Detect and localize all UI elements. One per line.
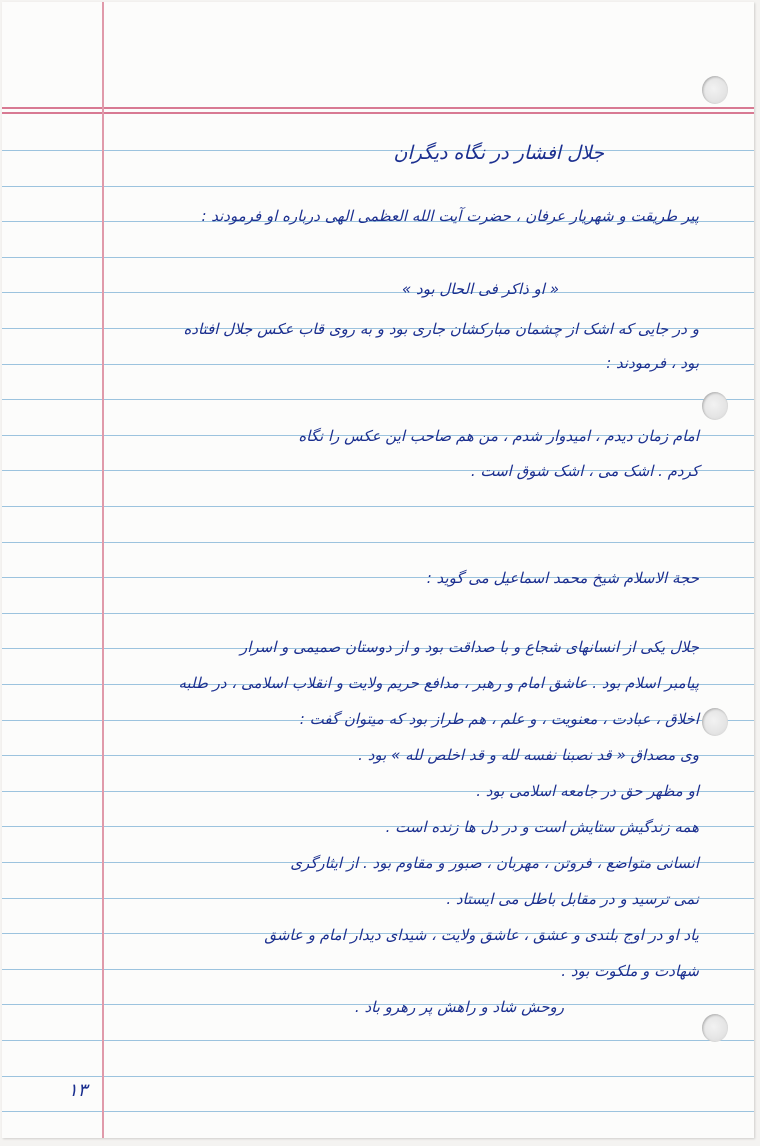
ruled-line bbox=[2, 1076, 754, 1077]
body-line: جلال یکی از انسانهای شجاع و با صداقت بود و از دوستان صمیمی و اسرار bbox=[239, 638, 699, 656]
intro-line: پیر طریقت و شهریار عرفان ، حضرت آیت الله العظمی الهی درباره او فرمودند : bbox=[201, 207, 699, 225]
body-line: وی مصداق « قد نصبنا نفسه لله و قد اخلص لله » بود . bbox=[358, 746, 699, 764]
binder-hole bbox=[702, 392, 728, 420]
top-margin-rule bbox=[2, 107, 754, 109]
ruled-line bbox=[2, 150, 754, 151]
section-heading: حجة الاسلام شیخ محمد اسماعیل می گوید : bbox=[426, 569, 699, 587]
ruled-line bbox=[2, 1040, 754, 1041]
description-line: بود ، فرمودند : bbox=[606, 354, 699, 372]
binder-hole bbox=[702, 1014, 728, 1042]
body-line: اخلاق ، عبادت ، معنویت ، و علم ، هم طراز بود که میتوان گفت : bbox=[299, 710, 699, 728]
quote-line: « او ذاکر فی الحال بود » bbox=[402, 280, 559, 298]
body-line: پیامبر اسلام بود . عاشق امام و رهبر ، مدافع حریم ولایت و انقلاب اسلامی ، در طلبه bbox=[178, 674, 699, 692]
body-line: همه زندگیش ستایش است و در دل ها زنده است . bbox=[385, 818, 699, 836]
ruled-line bbox=[2, 186, 754, 187]
speech-line: امام زمان دیدم ، امیدوار شدم ، من هم صاحب این عکس را نگاه bbox=[298, 427, 699, 445]
margin-line bbox=[102, 2, 104, 1138]
body-line: یاد او در اوج بلندی و عشق ، عاشق ولایت ، شیدای دیدار امام و عاشق bbox=[264, 926, 699, 944]
binder-hole bbox=[702, 76, 728, 104]
ruled-line bbox=[2, 399, 754, 400]
ruled-line bbox=[2, 613, 754, 614]
body-line: نمی ترسید و در مقابل باطل می ایستاد . bbox=[446, 890, 699, 908]
ruled-line bbox=[2, 1111, 754, 1112]
ruled-line bbox=[2, 292, 754, 293]
binder-hole bbox=[702, 708, 728, 736]
body-line: انسانی متواضع ، فروتن ، مهربان ، صبور و مقاوم بود . از ایثارگری bbox=[290, 854, 699, 872]
body-line: روحش شاد و راهش پر رهرو باد . bbox=[354, 998, 564, 1016]
ruled-line bbox=[2, 542, 754, 543]
body-line: او مظهر حق در جامعه اسلامی بود . bbox=[476, 782, 699, 800]
notebook-page bbox=[2, 2, 754, 1138]
ruled-line bbox=[2, 257, 754, 258]
body-line: شهادت و ملکوت بود . bbox=[561, 962, 699, 980]
page-number: ۱۳ bbox=[68, 1080, 88, 1101]
page-title: جلال افشار در نگاه دیگران bbox=[393, 142, 604, 164]
description-line: و در جایی که اشک از چشمان مبارکشان جاری بود و به روی قاب عکس جلال افتاده bbox=[183, 320, 699, 338]
ruled-line bbox=[2, 506, 754, 507]
speech-line: کردم . اشک می ، اشک شوق است . bbox=[470, 462, 699, 480]
top-margin-rule-2 bbox=[2, 112, 754, 114]
